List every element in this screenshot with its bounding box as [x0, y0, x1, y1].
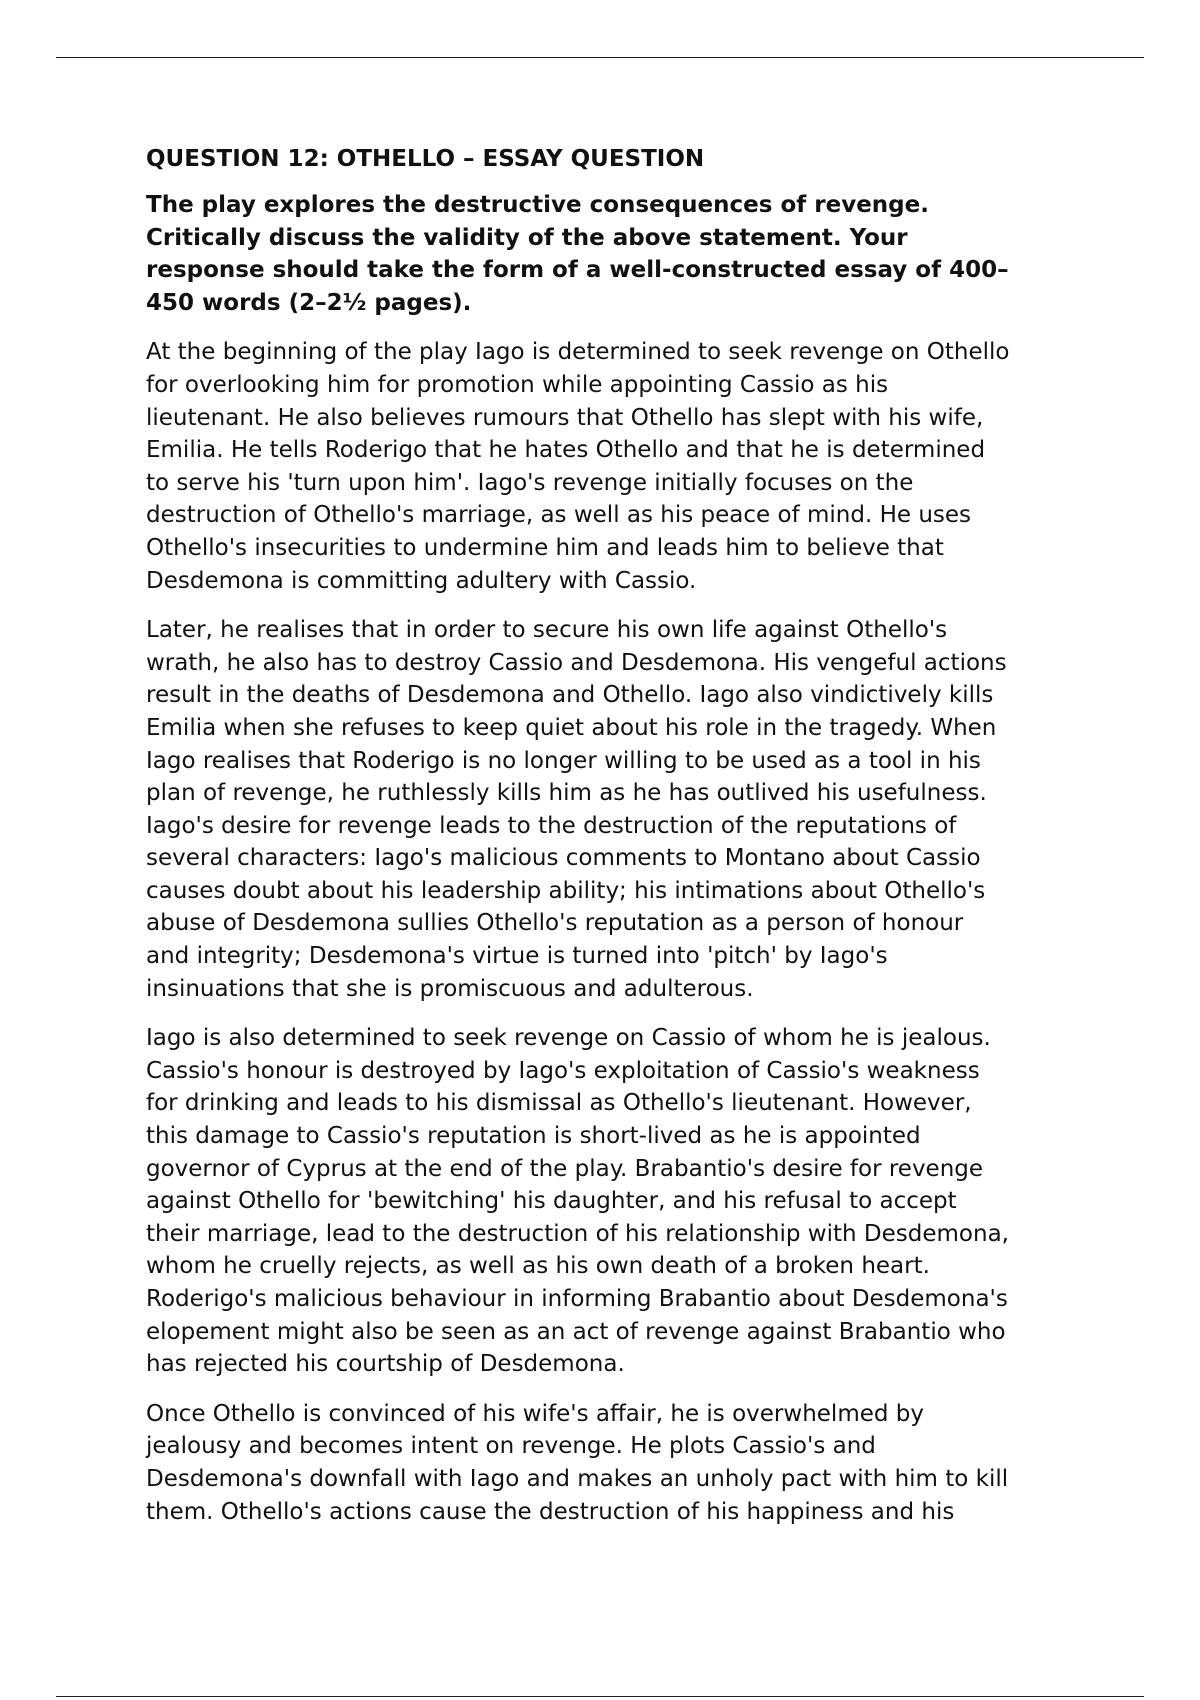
paragraph-line: abuse of Desdemona sullies Othello's reputation as a person of honour	[146, 910, 964, 937]
prompt-line: The play explores the destructive consequences of revenge.	[146, 192, 929, 218]
prompt-line: 450 words (2–2½ pages).	[146, 289, 472, 316]
paragraph-line: Iago is also determined to seek revenge on Cassio of whom he is jealous.	[146, 1025, 991, 1052]
paragraph-line: destruction of Othello's marriage, as well as his peace of mind. He uses	[146, 502, 972, 529]
paragraph-line: jealousy and becomes intent on revenge. He plots Cassio's and	[146, 1433, 876, 1460]
paragraph-line: for drinking and leads to his dismissal as Othello's lieutenant. However,	[146, 1090, 972, 1117]
paragraph-line: them. Othello's actions cause the destruction of his happiness and his	[146, 1498, 955, 1525]
paragraph-line: their marriage, lead to the destruction of his relationship with Desdemona,	[146, 1220, 1009, 1247]
paragraph-line: Later, he realises that in order to secure his own life against Othello's	[146, 617, 948, 644]
essay-paragraph-2	[146, 614, 1066, 1005]
paragraph-line: this damage to Cassio's reputation is short-lived as he is appointed	[146, 1123, 921, 1150]
paragraph-line: Othello's insecurities to undermine him and leads him to believe that	[146, 534, 944, 561]
paragraph-line: against Othello for 'bewitching' his daughter, and his refusal to accept	[146, 1188, 957, 1215]
essay-paragraph-4	[146, 1398, 1066, 1528]
prompt-line: Critically discuss the validity of the above statement. Your	[146, 224, 908, 251]
paragraph-line: has rejected his courtship of Desdemona.	[146, 1351, 625, 1378]
paragraph-line: and integrity; Desdemona's virtue is turned into 'pitch' by Iago's	[146, 943, 888, 970]
paragraph-line: to serve his 'turn upon him'. Iago's revenge initially focuses on the	[146, 469, 914, 496]
paragraph-line: for overlooking him for promotion while appointing Cassio as his	[146, 371, 889, 398]
paragraph-line: Emilia when she refuses to keep quiet about his role in the tragedy. When	[146, 714, 997, 741]
page-top-rule	[56, 57, 1144, 58]
paragraph-line: plan of revenge, he ruthlessly kills him as he has outlived his usefulness.	[146, 780, 987, 807]
paragraph-line: Roderigo's malicious behaviour in informing Brabantio about Desdemona's	[146, 1286, 1008, 1312]
paragraph-line: whom he cruelly rejects, as well as his own death of a broken heart.	[146, 1253, 930, 1280]
paragraph-line: Desdemona is committing adultery with Cassio.	[146, 567, 697, 594]
paragraph-line: Iago's desire for revenge leads to the destruction of the reputations of	[146, 812, 957, 839]
paragraph-line: governor of Cyprus at the end of the play. Brabantio's desire for revenge	[146, 1155, 984, 1182]
paragraph-line: causes doubt about his leadership ability; his intimations about Othello's	[146, 877, 986, 904]
essay-prompt	[146, 189, 1066, 319]
paragraph-line: Emilia. He tells Roderigo that he hates Othello and that he is determined	[146, 437, 986, 464]
essay-paragraph-1	[146, 336, 1066, 597]
paragraph-line: wrath, he also has to destroy Cassio and Desdemona. His vengeful actions	[146, 649, 1007, 676]
paragraph-line: several characters: Iago's malicious comments to Montano about Cassio	[146, 845, 981, 872]
question-heading: QUESTION 12: OTHELLO – ESSAY QUESTION	[146, 146, 705, 172]
essay-page-content	[146, 143, 1066, 1545]
paragraph-line: Once Othello is convinced of his wife's affair, he is overwhelmed by	[146, 1400, 924, 1427]
paragraph-line: Desdemona's downfall with Iago and makes an unholy pact with him to kill	[146, 1465, 1009, 1492]
paragraph-line: At the beginning of the play Iago is determined to seek revenge on Othello	[146, 339, 1010, 366]
paragraph-line: Iago realises that Roderigo is no longer willing to be used as a tool in his	[146, 747, 981, 774]
essay-paragraph-3	[146, 1022, 1066, 1381]
page-bottom-rule	[56, 1696, 1144, 1697]
paragraph-line: result in the deaths of Desdemona and Othello. Iago also vindictively kills	[146, 682, 994, 709]
prompt-line: response should take the form of a well-constructed essay of 400–	[146, 257, 1009, 284]
paragraph-line: elopement might also be seen as an act of revenge against Brabantio who	[146, 1318, 1006, 1345]
paragraph-line: insinuations that she is promiscuous and adulterous.	[146, 975, 754, 1002]
paragraph-line: Cassio's honour is destroyed by Iago's exploitation of Cassio's weakness	[146, 1057, 980, 1084]
paragraph-line: lieutenant. He also believes rumours that Othello has slept with his wife,	[146, 404, 984, 431]
